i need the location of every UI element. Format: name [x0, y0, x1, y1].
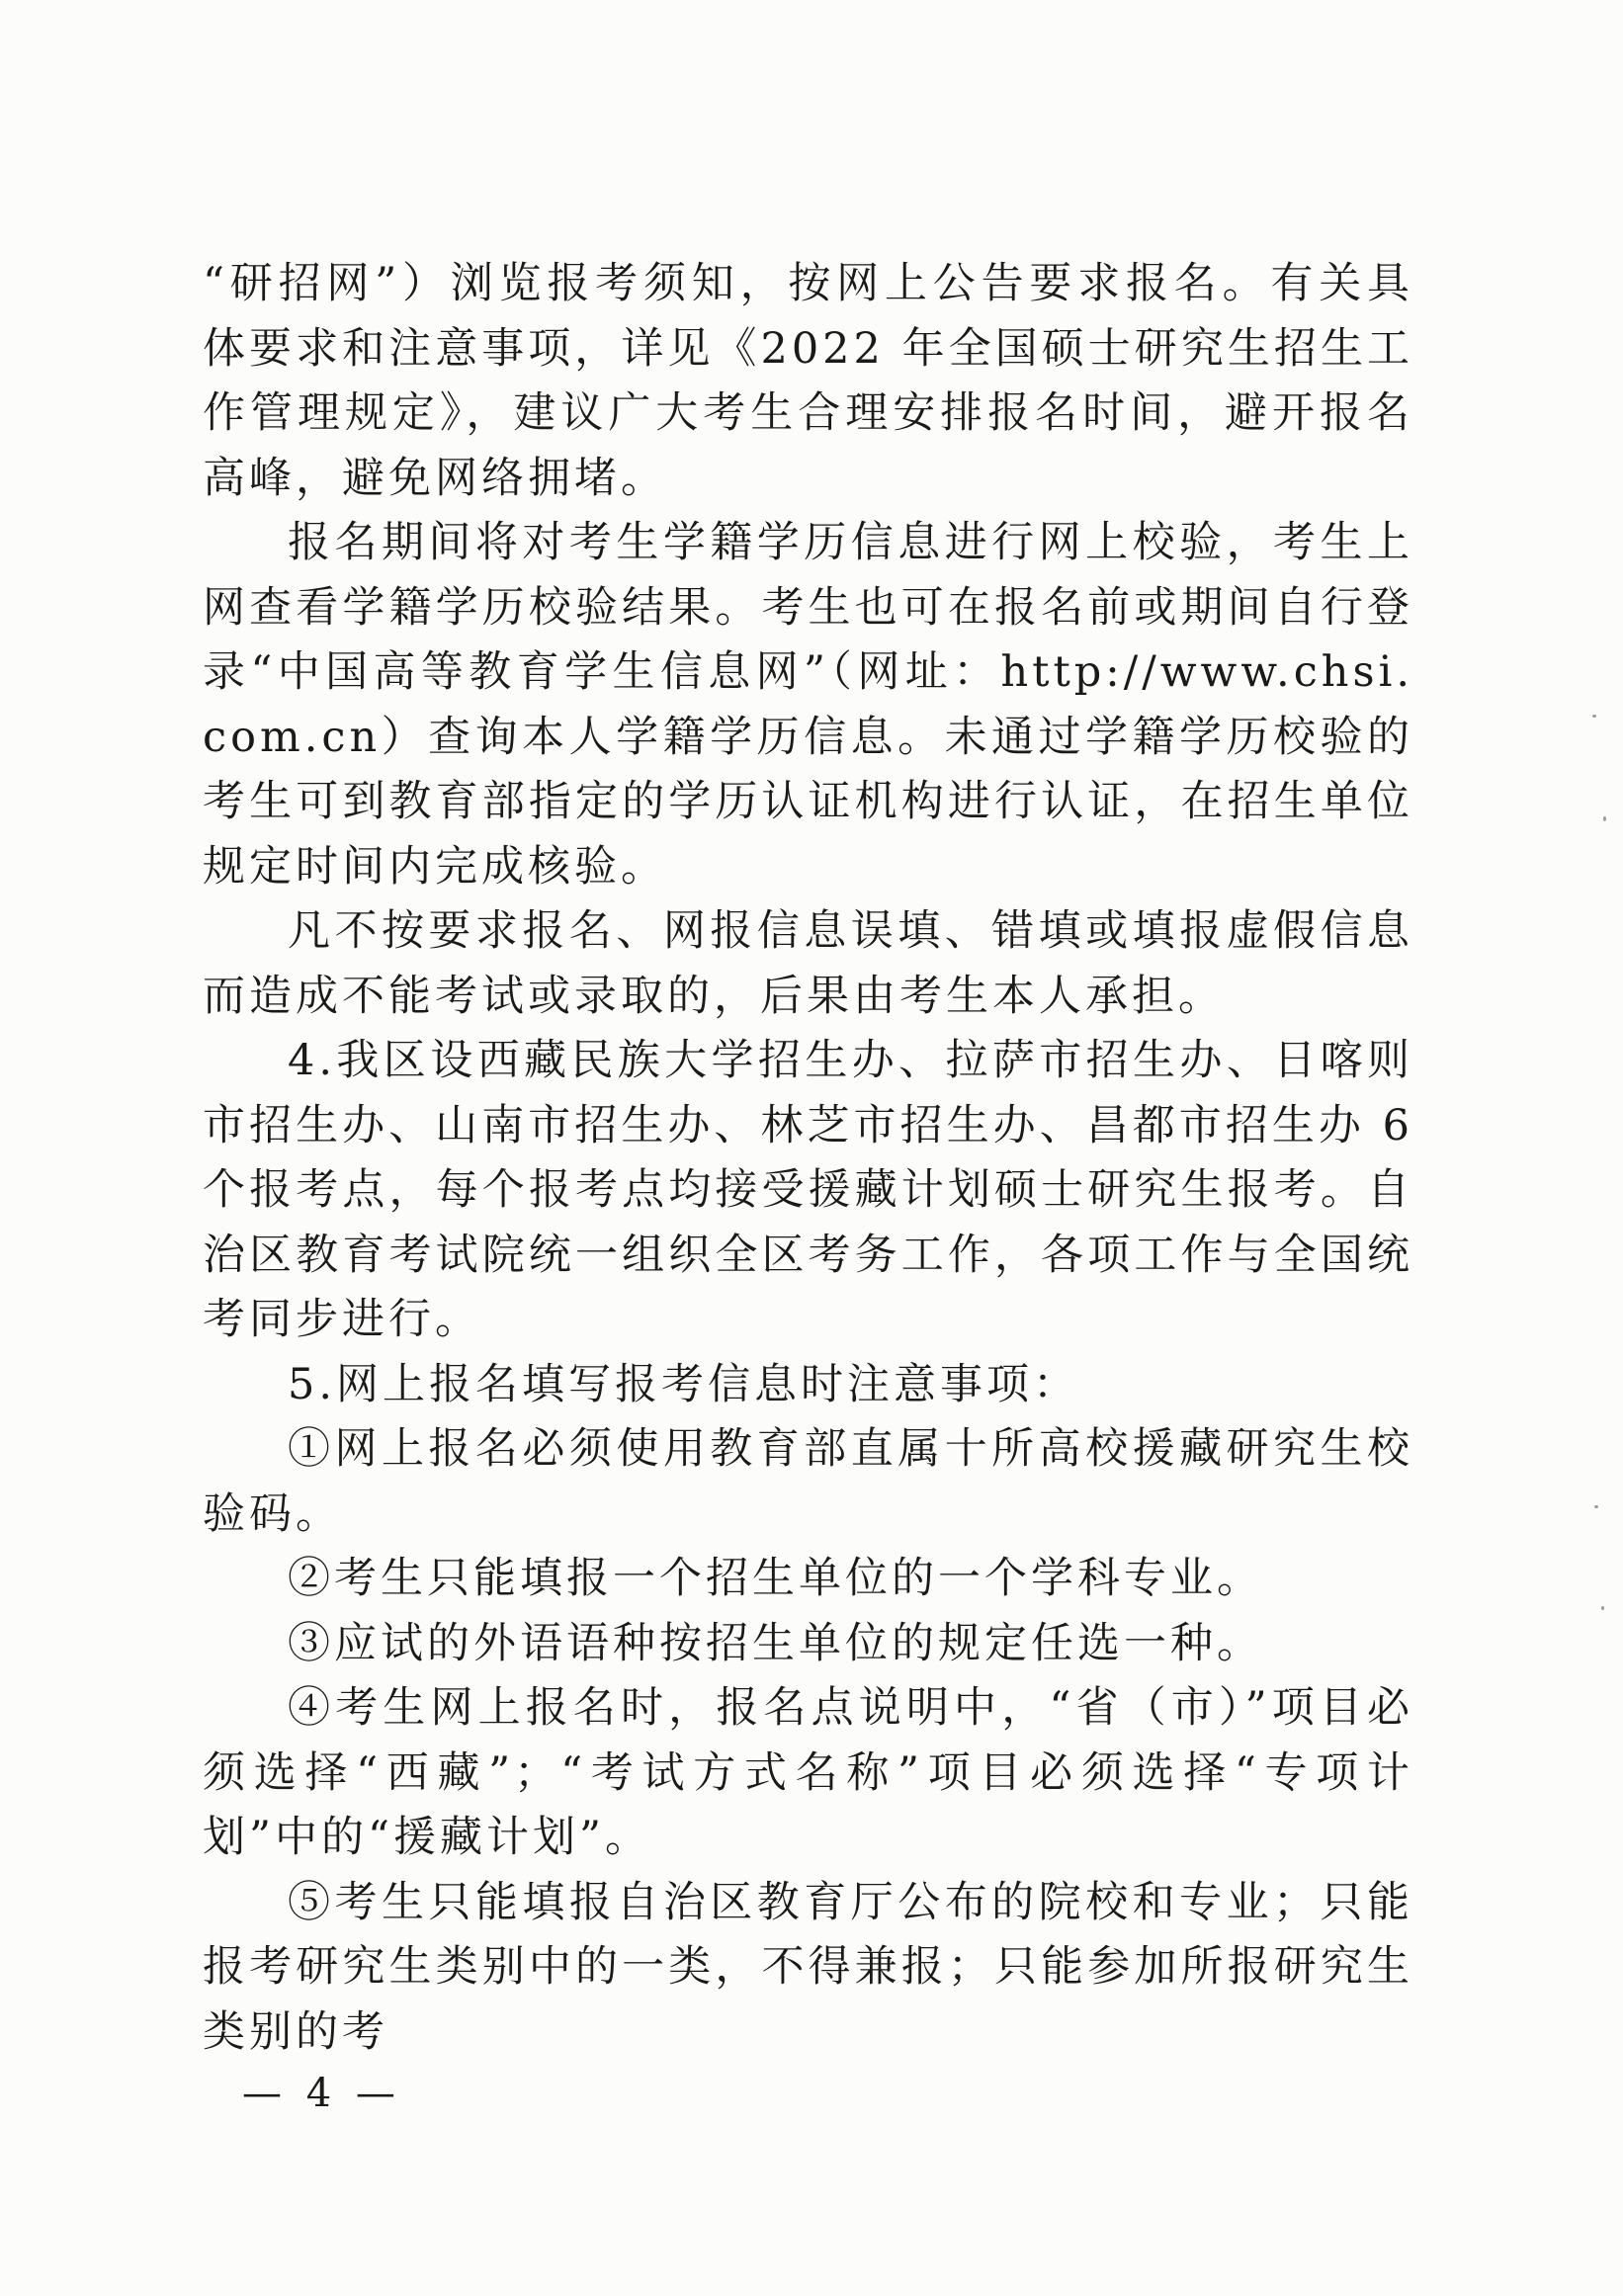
- paragraph-item-5-3: ③应试的外语语种按招生单位的规定任选一种。: [288, 1618, 1263, 1668]
- paragraph-item-4: 4.我区设西藏民族大学招生办、拉萨市招生办、日喀则市招生办、山南市招生办、林芝市招生办、昌都市招生办 6 个报考点，每个报考点均接受援藏计划硕士研究生报考。自治区教育考试院统一组织全区考务工作，各项工作与全国统考同步进行。: [203, 1036, 1413, 1344]
- paragraph-consequences: 凡不按要求报名、网报信息误填、错填或填报虚假信息而造成不能考试或录取的，后果由考生本人承担。: [203, 906, 1413, 1021]
- scan-speck: [1601, 1606, 1604, 1610]
- paragraph-item-5: 5.网上报名填写报考信息时注意事项：: [288, 1359, 1080, 1409]
- scan-speck: [1592, 715, 1596, 718]
- document-body: [203, 252, 1413, 2065]
- paragraph-item-5-2: ②考生只能填报一个招生单位的一个学科专业。: [288, 1554, 1263, 1603]
- paragraph-item-5-1: ①网上报名必须使用教育部直属十所高校援藏研究生校验码。: [203, 1424, 1413, 1539]
- paragraph-item-5-5: ⑤考生只能填报自治区教育厅公布的院校和专业；只能报考研究生类别中的一类，不得兼报；只能参加所报研究生类别的考: [203, 1877, 1413, 2057]
- scan-speck: [1594, 1505, 1598, 1508]
- scan-speck: [1603, 816, 1606, 821]
- paragraph-verification: 报名期间将对考生学籍学历信息进行网上校验，考生上网查看学籍学历校验结果。考生也可在报名前或期间自行登录“中国高等教育学生信息网”（网址：http://www.chsi.com.cn）查询本人学籍学历信息。未通过学籍学历校验的考生可到教育部指定的学历认证机构进行认证，在招生单位规定时间内完成核验。: [203, 518, 1413, 892]
- paragraph-registration-continued: “研招网”）浏览报考须知，按网上公告要求报名。有关具体要求和注意事项，详见《2022 年全国硕士研究生招生工作管理规定》，建议广大考生合理安排报名时间，避开报名高峰，避免网络拥堵。: [203, 259, 1413, 503]
- page-number: — 4 —: [242, 2071, 401, 2116]
- paragraph-item-5-4: ④考生网上报名时，报名点说明中，“省（市）”项目必须选择“西藏”；“考试方式名称”项目必须选择“专项计划”中的“援藏计划”。: [203, 1683, 1413, 1862]
